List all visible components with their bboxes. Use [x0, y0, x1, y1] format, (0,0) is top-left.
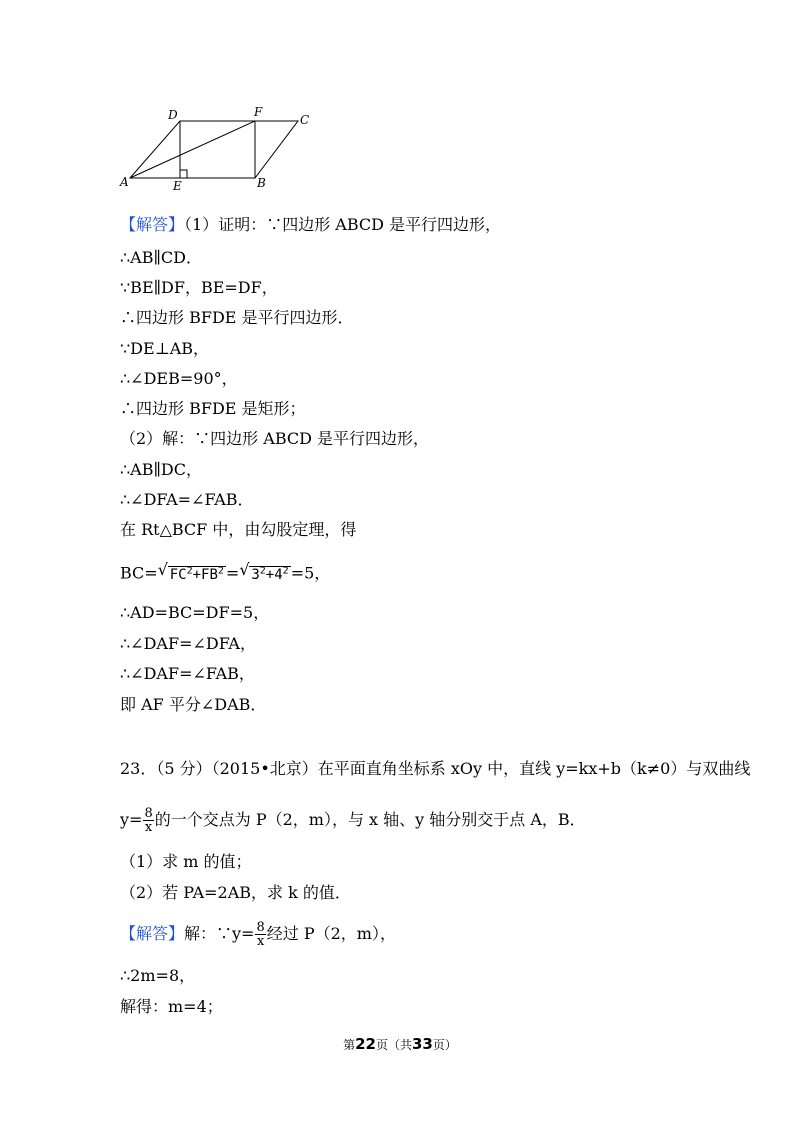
- solution1-line11: 在 Rt△BCF 中，由勾股定理，得: [120, 520, 357, 539]
- segment-af: [130, 121, 255, 178]
- page-number: 22: [355, 1035, 376, 1053]
- fraction-denominator: x: [144, 820, 153, 835]
- solution1-line10: ∴∠DFA=∠FAB．: [120, 490, 254, 509]
- right-angle-mark: [180, 170, 187, 178]
- fraction-8-over-x: [143, 807, 153, 834]
- bc-label: BC=: [120, 563, 158, 583]
- bc-result: =5，: [290, 563, 331, 583]
- parallelogram-abcd: [130, 121, 298, 178]
- label-a: A: [120, 175, 129, 189]
- solution1-text1: （1）证明：∵四边形 ABCD 是平行四边形，: [184, 215, 502, 234]
- solution23-line2: ∴2m=8，: [120, 966, 196, 985]
- solution23-line3: 解得：m=4；: [120, 997, 223, 1016]
- page-footer: [0, 1035, 800, 1053]
- solution1-line3: ∵BE∥DF，BE=DF，: [120, 278, 278, 297]
- sqrt-expression-1: √ $FC^2+FB^2$: [157, 560, 224, 583]
- total-pages: 33: [412, 1035, 433, 1053]
- solution1-line5: ∵DE⊥AB，: [120, 339, 210, 358]
- sqrt2-term1: 3: [251, 566, 260, 583]
- solution1-line13: ∴AD=BC=DF=5，: [120, 603, 270, 622]
- problem23-question2: （2）若 PA=2AB，求 k 的值．: [120, 883, 351, 902]
- label-d: D: [168, 108, 178, 122]
- solution23-line1: [120, 921, 396, 948]
- y-equals: y=: [120, 810, 143, 829]
- footer-mid: 页（共: [375, 1038, 412, 1052]
- label-e: E: [173, 179, 182, 190]
- solution1-line16: 即 AF 平分∠DAB．: [120, 695, 267, 714]
- parallelogram-figure: [118, 105, 318, 190]
- label-b: B: [257, 176, 266, 190]
- fraction-numerator-2: 8: [256, 920, 265, 935]
- solution23-pre: 解：∵y=: [184, 924, 255, 943]
- fraction-numerator: 8: [144, 806, 153, 821]
- solution1-line6: ∴∠DEB=90°，: [120, 369, 238, 388]
- sqrt1-term2: +FB: [192, 566, 218, 583]
- sqrt2-term2: +4: [265, 566, 283, 583]
- solution1-line8: （2）解：∵四边形 ABCD 是平行四边形，: [120, 429, 430, 448]
- solution1-line7: ∴四边形 BFDE 是矩形；: [120, 399, 306, 418]
- fraction-8-over-x-2: [255, 921, 265, 948]
- answer-tag-23: 【解答】: [120, 924, 185, 943]
- solution1-line1: [120, 215, 501, 235]
- solution1-line15: ∴∠DAF=∠FAB，: [120, 664, 255, 683]
- statement-rest: 的一个交点为 P（2，m），与 x 轴、y 轴分别交于点 A，B．: [154, 810, 586, 829]
- sqrt1-exp1: 2: [186, 565, 193, 576]
- sqrt1-exp2: 2: [217, 565, 224, 576]
- problem23-statement-line2: [120, 807, 586, 834]
- sqrt2-exp1: 2: [259, 565, 266, 576]
- solution1-line14: ∴∠DAF=∠DFA，: [120, 634, 256, 653]
- footer-pre: 第: [343, 1038, 356, 1052]
- equals-sign: =: [225, 563, 240, 583]
- solution1-line9: ∴AB∥DC，: [120, 460, 202, 479]
- solution1-line12: [120, 561, 330, 585]
- answer-tag: 【解答】: [120, 215, 185, 234]
- label-c: C: [300, 113, 310, 127]
- solution1-line4: ∴四边形 BFDE 是平行四边形．: [120, 308, 354, 327]
- problem23-statement-line1: 23．（5 分）（2015•北京）在平面直角坐标系 xOy 中，直线 y=kx+b（k≠0）与双曲线: [120, 759, 751, 778]
- fraction-denominator-2: x: [256, 934, 265, 949]
- sqrt2-exp2: 2: [282, 565, 289, 576]
- sqrt-expression-2: √ $3^2+4^2$: [239, 560, 289, 583]
- footer-post: 页）: [432, 1038, 457, 1052]
- solution1-line2: ∴AB∥CD．: [120, 248, 202, 267]
- solution23-post: 经过 P（2，m），: [266, 924, 396, 943]
- problem23-question1: （1）求 m 的值；: [120, 852, 252, 871]
- sqrt1-term1: FC: [169, 566, 187, 583]
- label-f: F: [254, 105, 263, 119]
